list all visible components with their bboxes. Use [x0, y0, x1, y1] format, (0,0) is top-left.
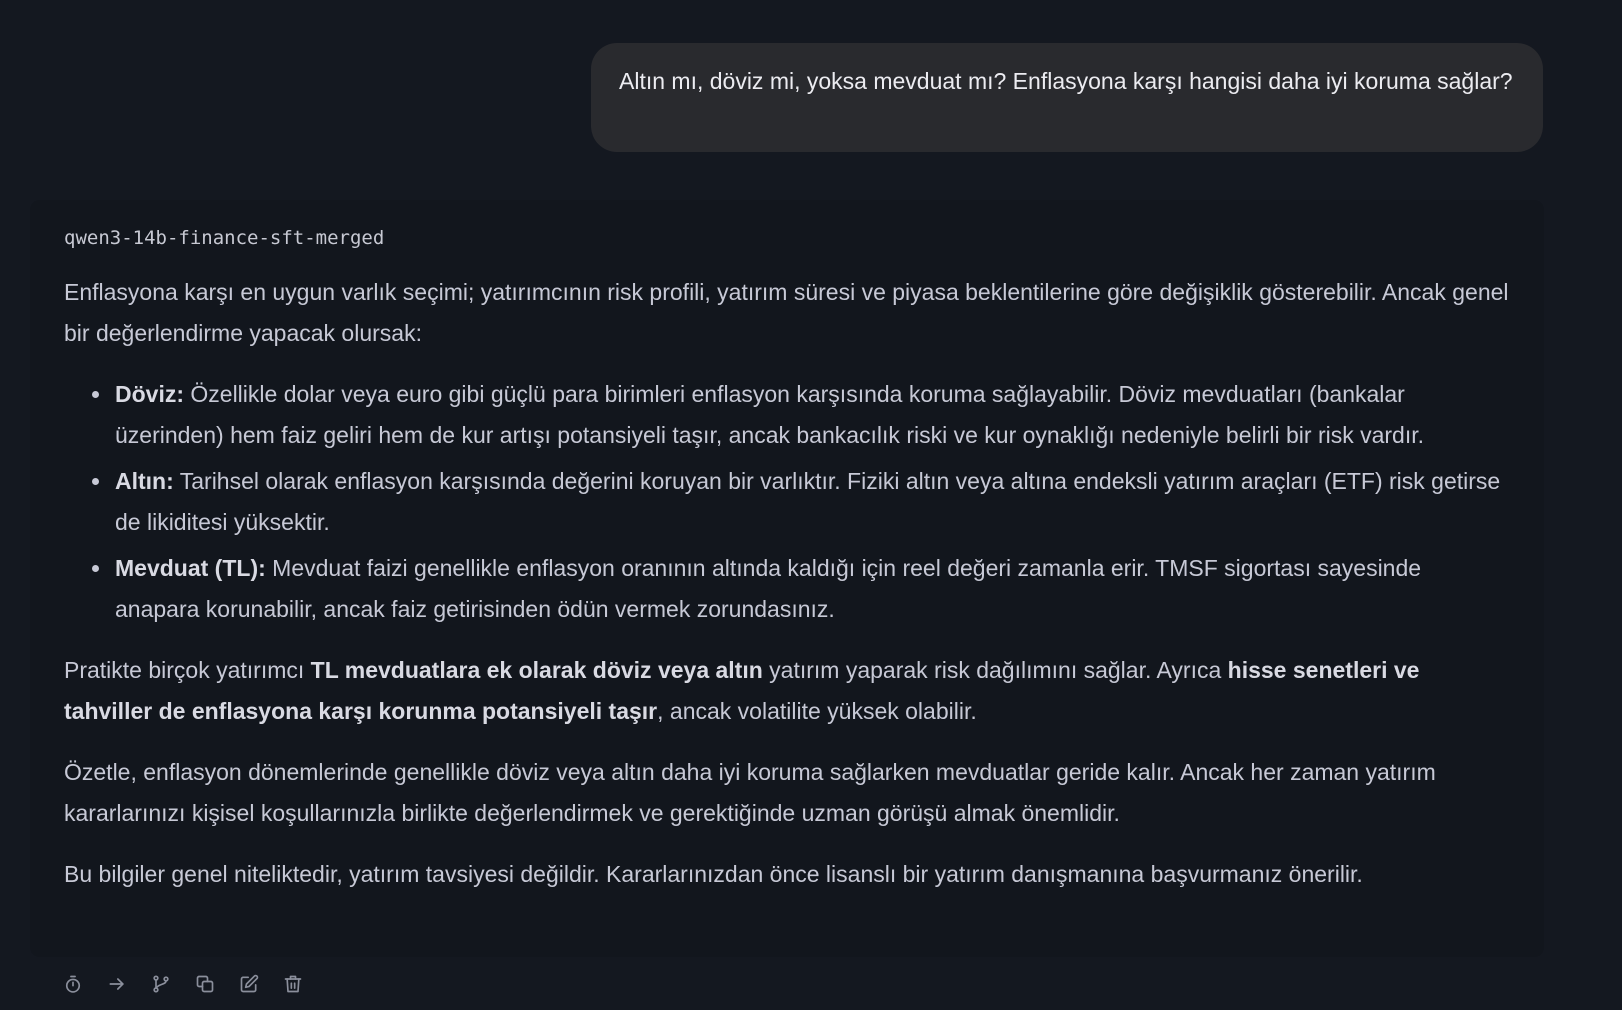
continue-button[interactable] — [106, 973, 128, 995]
bullet-label: Döviz: — [115, 381, 184, 407]
practice-text-2: yatırım yaparak risk dağılımını sağlar. Ayrıca — [762, 657, 1228, 683]
practice-paragraph — [64, 650, 1510, 731]
copy-button[interactable] — [194, 973, 216, 995]
bullet-altin — [64, 461, 1510, 542]
bullet-label: Altın: — [115, 468, 174, 494]
timer-button[interactable] — [62, 973, 84, 995]
bullet-dot — [92, 391, 99, 398]
disclaimer-paragraph: Bu bilgiler genel niteliktedir, yatırım tavsiyesi değildir. Kararlarınızdan önce lisanslı bir yatırım danışmanına başvurmanız önerilir. — [64, 861, 1363, 887]
intro-paragraph: Enflasyona karşı en uygun varlık seçimi; yatırımcının risk profili, yatırım süresi ve piyasa beklentilerine göre değişiklik gösterebilir. Ancak genel bir değerlendirme yapacak olursak: — [64, 279, 1509, 346]
delete-button[interactable] — [282, 973, 304, 995]
practice-text-3: , ancak volatilite yüksek olabilir. — [657, 697, 977, 724]
bullet-dot — [92, 478, 99, 485]
bullet-dot — [92, 565, 99, 572]
assistant-message-card — [30, 200, 1544, 957]
bullet-text: Mevduat faizi genellikle enflasyon oranının altında kaldığı için reel değeri zamanla erir. TMSF sigortası sayesinde anapara korunabilir, ancak faiz getirisinden ödün vermek zorundasınız. — [115, 555, 1422, 622]
user-message-text: Altın mı, döviz mi, yoksa mevduat mı? Enflasyona karşı hangisi daha iyi koruma sağlar? — [619, 68, 1513, 94]
arrow-right-icon — [107, 974, 127, 994]
bullet-text: Tarihsel olarak enflasyon karşısında değerini koruyan bir varlıktır. Fiziki altın veya altına endeksli yatırım araçları (ETF) risk getirse de likiditesi yüksektir. — [115, 468, 1501, 535]
bullet-label: Mevduat (TL): — [115, 555, 266, 581]
bullet-mevduat — [64, 548, 1510, 629]
model-name-label: qwen3-14b-finance-sft-merged — [64, 227, 385, 249]
branch-icon — [151, 974, 171, 994]
user-message-bubble — [591, 43, 1543, 152]
summary-paragraph: Özetle, enflasyon dönemlerinde genellikle döviz veya altın daha iyi koruma sağlarken mevduatlar geride kalır. Ancak her zaman yatırım kararlarınızı kişisel koşullarınızla birlikte değerlendirmek ve gerektiğinde uzman görüşü almak önemlidir. — [64, 759, 1436, 826]
timer-icon — [63, 974, 83, 994]
copy-icon — [195, 974, 215, 994]
branch-button[interactable] — [150, 973, 172, 995]
edit-icon — [239, 974, 259, 994]
practice-text-1: Pratikte birçok yatırımcı — [64, 657, 311, 683]
message-actions-bar — [62, 973, 304, 995]
bullet-text: Özellikle dolar veya euro gibi güçlü para birimleri enflasyon karşısında koruma sağlayabilir. Döviz mevduatları (bankalar üzerinden) hem faiz geliri hem de kur artışı potansiyeli taşır, ancak bankacılık riski ve kur oynaklığı nedeniyle belirli bir risk vardır. — [115, 381, 1425, 448]
edit-button[interactable] — [238, 973, 260, 995]
practice-bold-2: hisse senetleri ve tahviller de enflasyona karşı korunma potansiyeli taşır — [64, 657, 1420, 724]
practice-bold-1: TL mevduatlara ek olarak döviz veya altın — [310, 657, 763, 683]
trash-icon — [283, 974, 303, 994]
bullet-list — [64, 374, 1510, 629]
bullet-doviz — [64, 374, 1510, 455]
